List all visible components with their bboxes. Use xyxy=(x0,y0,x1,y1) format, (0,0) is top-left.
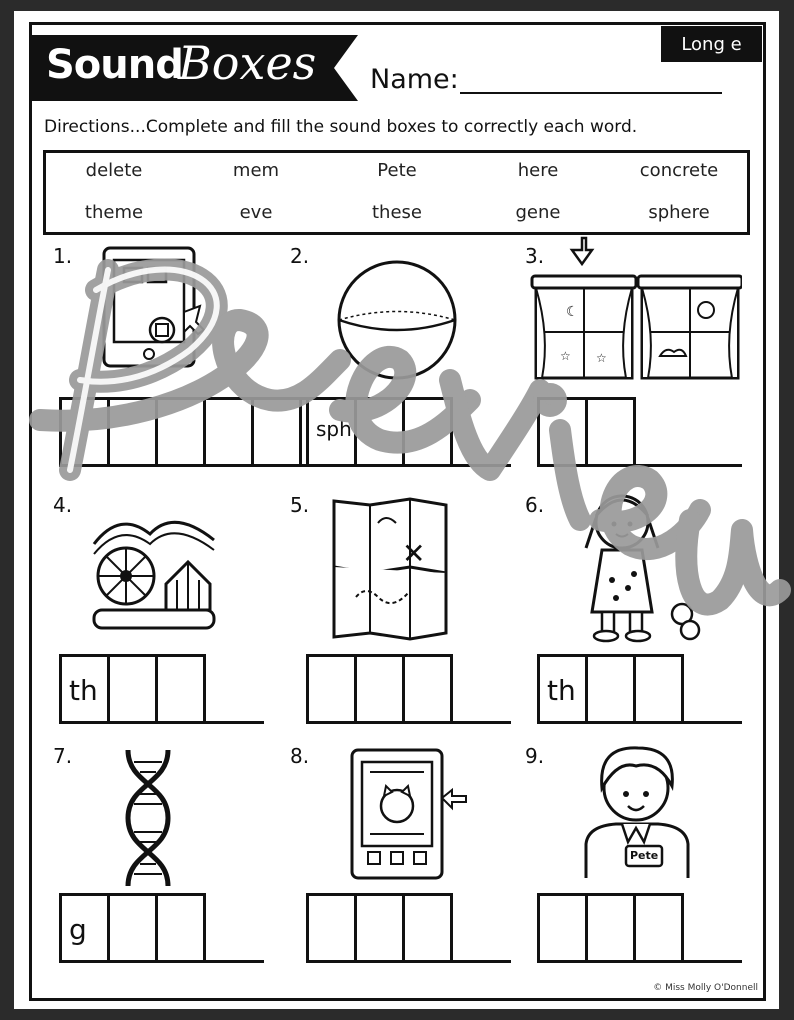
sound-box[interactable] xyxy=(402,893,453,963)
word-bank-item: these xyxy=(372,202,422,223)
answer-baseline xyxy=(306,721,511,724)
svg-text:☾: ☾ xyxy=(566,304,579,320)
svg-text:☆: ☆ xyxy=(560,349,571,363)
sound-box[interactable] xyxy=(354,654,405,724)
svg-text:☆: ☆ xyxy=(596,351,607,365)
problem-number: 1. xyxy=(53,244,73,268)
sound-box[interactable] xyxy=(537,397,588,467)
word-bank-item: gene xyxy=(515,202,561,223)
answer-baseline xyxy=(59,721,264,724)
treasure-map-icon xyxy=(326,497,456,643)
sphere-icon xyxy=(334,258,460,382)
word-bank-item: Pete xyxy=(377,160,417,181)
sound-box[interactable] xyxy=(203,397,254,467)
level-tag: Long e xyxy=(661,26,762,62)
problem-number: 2. xyxy=(290,244,310,268)
sound-box[interactable] xyxy=(354,397,405,467)
sound-box[interactable] xyxy=(402,654,453,724)
sound-box-hint: sph xyxy=(316,417,352,441)
problem-number: 8. xyxy=(290,744,310,768)
problem-number: 6. xyxy=(525,493,545,517)
word-bank-item: concrete xyxy=(639,160,719,181)
sound-box[interactable] xyxy=(354,893,405,963)
copyright-text: © Miss Molly O'Donnell xyxy=(653,983,758,993)
title-script: Boxes xyxy=(178,36,317,90)
sound-box[interactable] xyxy=(585,893,636,963)
sound-box[interactable] xyxy=(155,893,206,963)
sound-box[interactable] xyxy=(537,893,588,963)
sound-box[interactable] xyxy=(107,397,158,467)
answer-baseline xyxy=(537,960,742,963)
tablet-delete-icon xyxy=(100,246,210,371)
word-bank-item: sphere xyxy=(648,202,710,223)
word-bank-item: eve xyxy=(239,202,273,223)
directions-text: Directions...Complete and fill the sound boxes to correctly each word. xyxy=(44,117,638,137)
sound-box[interactable] xyxy=(306,654,357,724)
answer-baseline xyxy=(537,721,742,724)
sound-box[interactable] xyxy=(107,893,158,963)
answer-baseline xyxy=(537,464,742,467)
name-tag-text: Pete xyxy=(630,849,659,862)
answer-baseline xyxy=(306,464,511,467)
problem-number: 4. xyxy=(53,493,73,517)
sound-box[interactable] xyxy=(402,397,453,467)
svg-text:✕: ✕ xyxy=(402,537,426,570)
sound-box[interactable] xyxy=(155,397,206,467)
windows-night-day-icon xyxy=(530,236,742,384)
sound-box[interactable] xyxy=(155,654,206,724)
sound-box[interactable] xyxy=(585,654,636,724)
sound-box[interactable] xyxy=(585,397,636,467)
sound-box[interactable] xyxy=(633,654,684,724)
problem-number: 9. xyxy=(525,744,545,768)
tablet-meme-icon xyxy=(348,748,470,880)
sound-box[interactable] xyxy=(107,654,158,724)
sound-box-hint: th xyxy=(69,674,98,707)
word-bank-item: here xyxy=(517,160,559,181)
sound-box[interactable] xyxy=(251,397,302,467)
word-bank-item: delete xyxy=(85,160,143,181)
dna-icon xyxy=(120,748,176,888)
problem-number: 3. xyxy=(525,244,545,268)
answer-baseline xyxy=(306,960,511,963)
problem-number: 7. xyxy=(53,744,73,768)
sound-box[interactable] xyxy=(306,893,357,963)
sound-box[interactable] xyxy=(59,397,110,467)
title-main: Sound xyxy=(46,42,183,88)
sound-box-hint: g xyxy=(69,913,87,946)
problem-number: 5. xyxy=(290,493,310,517)
name-label: Name: xyxy=(370,64,459,95)
answer-baseline xyxy=(59,960,264,963)
name-line[interactable] xyxy=(460,92,722,94)
answer-baseline xyxy=(59,464,264,467)
girl-icon xyxy=(574,484,704,644)
word-bank-item: theme xyxy=(84,202,144,223)
theme-park-icon xyxy=(90,500,220,632)
sound-box[interactable] xyxy=(633,893,684,963)
sound-box-hint: th xyxy=(547,674,576,707)
word-bank-item: mem xyxy=(232,160,280,181)
